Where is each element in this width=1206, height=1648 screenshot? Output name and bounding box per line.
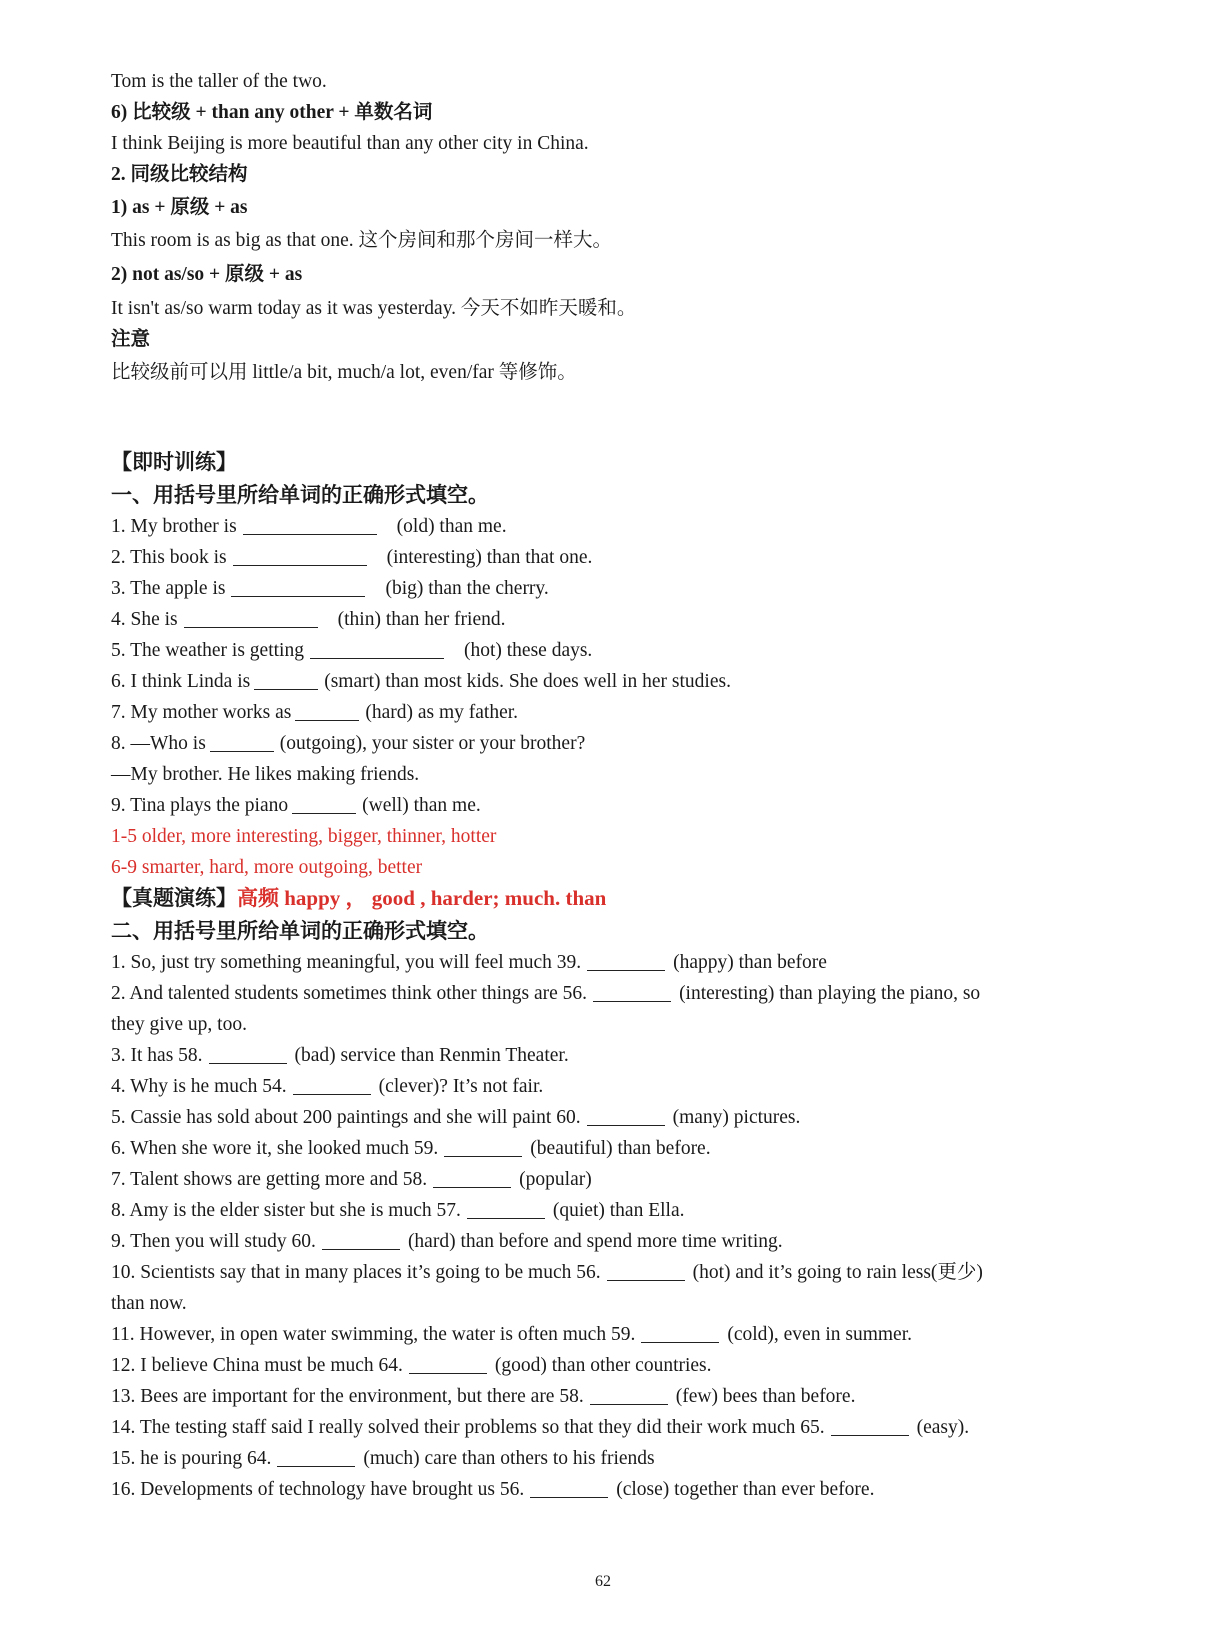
answer-blank[interactable] xyxy=(590,1384,668,1405)
answer-blank[interactable] xyxy=(292,793,356,814)
exam-item-2-cont: they give up, too. xyxy=(111,1014,247,1035)
answer-blank[interactable] xyxy=(233,545,367,566)
practice-item-4: 4. She is (thin) than her friend. xyxy=(111,609,506,630)
example-tom: Tom is the taller of the two. xyxy=(111,71,327,92)
exam-item-10-cont: than now. xyxy=(111,1293,187,1314)
practice-item-2: 2. This book is (interesting) than that one. xyxy=(111,547,593,568)
practice-item-1: 1. My brother is (old) than me. xyxy=(111,516,507,537)
real-exam-title: 【真题演练】 xyxy=(111,886,237,910)
answer-blank[interactable] xyxy=(530,1477,608,1498)
exam-item-4: 4. Why is he much 54. (clever)? It’s not fair. xyxy=(111,1076,544,1097)
exam-item-10: 10. Scientists say that in many places it’s going to be much 56. (hot) and it’s going to rain less(更少) xyxy=(111,1262,983,1283)
rule-6: 6) 比较级 + than any other + 单数名词 xyxy=(111,102,433,123)
answer-blank[interactable] xyxy=(593,981,671,1002)
exam-item-11: 11. However, in open water swimming, the water is often much 59. (cold), even in summer. xyxy=(111,1324,913,1345)
real-exam-instruction: 二、用括号里所给单词的正确形式填空。 xyxy=(111,919,489,943)
practice-item-6: 6. I think Linda is (smart) than most kids. She does well in her studies. xyxy=(111,671,731,692)
practice-item-7: 7. My mother works as (hard) as my father. xyxy=(111,702,519,723)
exam-item-8: 8. Amy is the elder sister but she is much 57. (quiet) than Ella. xyxy=(111,1200,685,1221)
exam-item-3: 3. It has 58. (bad) service than Renmin Theater. xyxy=(111,1045,569,1066)
exam-item-6: 6. When she wore it, she looked much 59. (beautiful) than before. xyxy=(111,1138,711,1159)
real-exam-header xyxy=(111,883,1146,914)
heading-equal-comparison: 2. 同级比较结构 xyxy=(111,164,248,185)
exam-item-15: 15. he is pouring 64. (much) care than others to his friends xyxy=(111,1448,655,1469)
answer-blank[interactable] xyxy=(444,1136,522,1157)
exam-item-12: 12. I believe China must be much 64. (good) than other countries. xyxy=(111,1355,712,1376)
answer-blank[interactable] xyxy=(295,700,359,721)
answer-blank[interactable] xyxy=(433,1167,511,1188)
exam-item-5: 5. Cassie has sold about 200 paintings and she will paint 60. (many) pictures. xyxy=(111,1107,801,1128)
practice-item-3: 3. The apple is (big) than the cherry. xyxy=(111,578,549,599)
example-warm: It isn't as/so warm today as it was yesterday. 今天不如昨天暖和。 xyxy=(111,298,637,319)
note-title: 注意 xyxy=(111,329,151,350)
high-frequency-hint: 高频 happy ， good , harder; much. than xyxy=(237,886,607,910)
answer-blank[interactable] xyxy=(409,1353,487,1374)
practice-title: 【即时训练】 xyxy=(111,450,237,474)
practice-instruction: 一、用括号里所给单词的正确形式填空。 xyxy=(111,483,489,507)
answer-blank[interactable] xyxy=(831,1415,909,1436)
answer-blank[interactable] xyxy=(587,950,665,971)
practice-item-9: 9. Tina plays the piano (well) than me. xyxy=(111,795,481,816)
answer-blank[interactable] xyxy=(607,1260,685,1281)
answer-blank[interactable] xyxy=(254,669,318,690)
exam-item-9: 9. Then you will study 60. (hard) than before and spend more time writing. xyxy=(111,1231,783,1252)
answer-blank[interactable] xyxy=(209,1043,287,1064)
exam-item-7: 7. Talent shows are getting more and 58. (popular) xyxy=(111,1169,592,1190)
exam-item-16: 16. Developments of technology have brought us 56. (close) together than ever before. xyxy=(111,1479,875,1500)
answer-blank[interactable] xyxy=(587,1105,665,1126)
answer-blank[interactable] xyxy=(641,1322,719,1343)
answer-blank[interactable] xyxy=(310,638,444,659)
rule-not-as-as: 2) not as/so + 原级 + as xyxy=(111,264,303,285)
answer-blank[interactable] xyxy=(231,576,365,597)
exam-item-1: 1. So, just try something meaningful, you will feel much 39. (happy) than before xyxy=(111,952,827,973)
answer-blank[interactable] xyxy=(243,514,377,535)
note-text: 比较级前可以用 little/a bit, much/a lot, even/far 等修饰。 xyxy=(111,362,577,383)
answer-blank[interactable] xyxy=(322,1229,400,1250)
answer-blank[interactable] xyxy=(467,1198,545,1219)
answer-blank[interactable] xyxy=(184,607,318,628)
answer-key-1-5: 1-5 older, more interesting, bigger, thinner, hotter xyxy=(111,826,497,847)
answer-blank[interactable] xyxy=(293,1074,371,1095)
answer-blank[interactable] xyxy=(277,1446,355,1467)
example-beijing: I think Beijing is more beautiful than any other city in China. xyxy=(111,133,589,154)
rule-as-as: 1) as + 原级 + as xyxy=(111,197,248,218)
page-number: 62 xyxy=(595,1573,611,1590)
exam-item-2: 2. And talented students sometimes think other things are 56. (interesting) than playing the piano, so xyxy=(111,983,981,1004)
exam-item-14: 14. The testing staff said I really solved their problems so that they did their work much 65. (easy). xyxy=(111,1417,970,1438)
answer-key-6-9: 6-9 smarter, hard, more outgoing, better xyxy=(111,857,423,878)
practice-item-5: 5. The weather is getting (hot) these days. xyxy=(111,640,593,661)
example-room: This room is as big as that one. 这个房间和那个房间一样大。 xyxy=(111,230,613,251)
answer-blank[interactable] xyxy=(210,731,274,752)
exam-item-13: 13. Bees are important for the environment, but there are 58. (few) bees than before. xyxy=(111,1386,856,1407)
practice-item-8-reply: —My brother. He likes making friends. xyxy=(111,764,420,785)
practice-item-8: 8. —Who is (outgoing), your sister or your brother? xyxy=(111,733,586,754)
